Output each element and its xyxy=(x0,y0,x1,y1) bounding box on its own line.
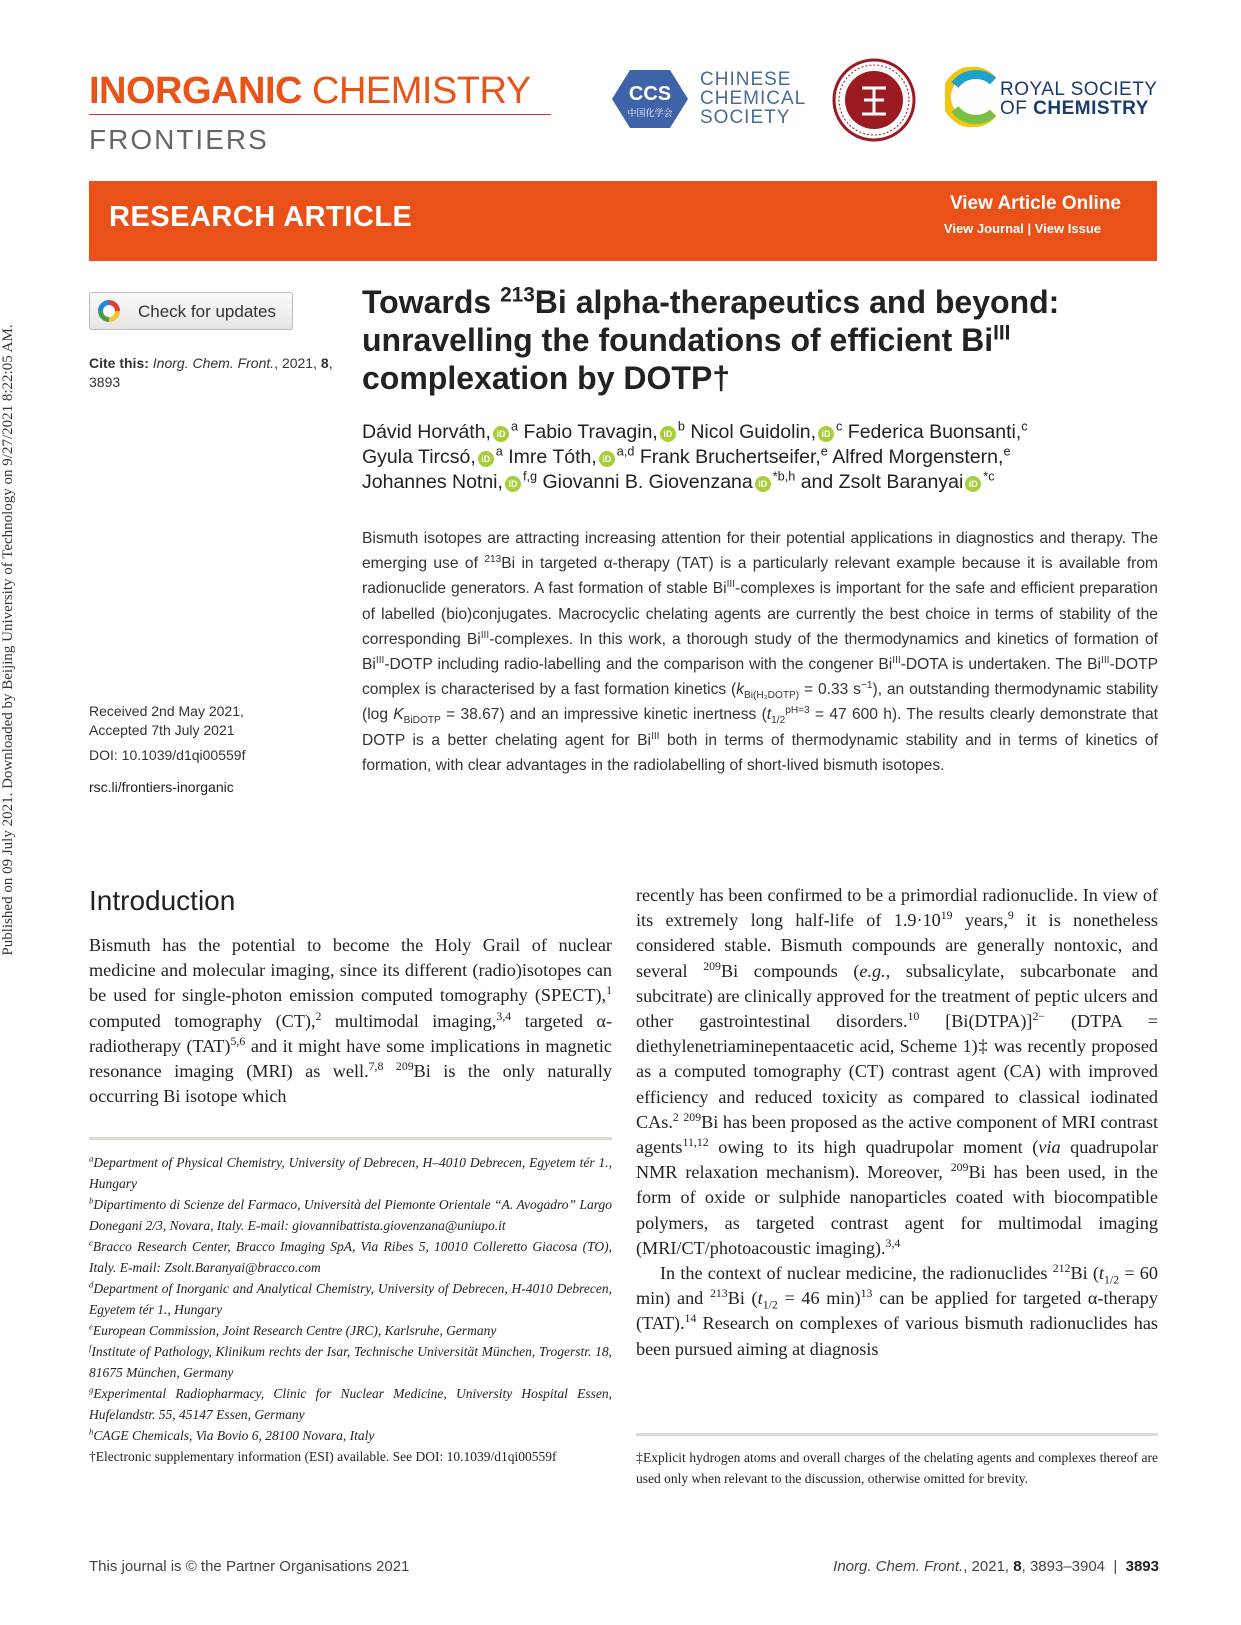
dates xyxy=(89,702,244,740)
author-name[interactable]: Alfred Morgenstern, xyxy=(832,446,1004,468)
abstract-sup: III xyxy=(375,654,385,666)
ccs-logo-icon xyxy=(610,68,690,135)
body-italic: e.g. xyxy=(859,960,886,981)
abstract-sub: BiDOTP xyxy=(403,715,441,727)
abstract-text: -complexes is important for the safe and efficient preparation of labelled (bio)conjugates. Macrocyclic chelating agents are currently the best choice in terms of stability of the corresponding Bi xyxy=(362,580,1158,648)
author-affil: *c xyxy=(983,469,995,484)
ccs-name xyxy=(700,70,806,127)
footer-citation xyxy=(833,1558,1159,1575)
rsc-name xyxy=(1000,80,1157,118)
view-journal-link[interactable]: View Journal xyxy=(943,221,1024,236)
abstract-text: -DOTP complex is characterised by a fast formation kinetics ( xyxy=(362,656,1158,699)
author-affil: *b,h xyxy=(772,469,796,484)
abstract-text: -complexes. In this work, a thorough study of the thermodynamics and kinetics of formation of Bi xyxy=(362,630,1158,674)
citation-ref[interactable]: 14 xyxy=(684,1311,697,1326)
rsc-name-line1: ROYAL SOCIETY xyxy=(1000,79,1158,100)
footnote-divider xyxy=(89,1137,612,1140)
exponent: 19 xyxy=(940,908,953,923)
body-text: quadrupolar NMR relaxation mechanism). Moreover, xyxy=(636,1137,1159,1183)
body-italic: via xyxy=(1038,1137,1061,1158)
affiliation-mark: c xyxy=(89,1237,93,1248)
abstract-text: both in terms of thermodynamic stability and in terms of kinetics of formation, with clear advantages in the radiolabelling of short-lived bismuth isotopes. xyxy=(362,731,1158,774)
body-text: computed tomography (CT), xyxy=(89,1010,316,1031)
section-heading-introduction: Introduction xyxy=(89,885,236,916)
affiliations xyxy=(89,1152,612,1467)
body-text: Bismuth has the potential to become the Holy Grail of nuclear medicine and molecular imaging, since its different (radio)isotopes can be used for single-photon emission computed tomography (SPECT), xyxy=(89,935,612,1006)
publication-stamp: Published on 09 July 2021. Downloaded by Beijing University of Technology on 9/27/2021 8:22:05 AM. xyxy=(0,324,16,956)
affiliation xyxy=(89,1425,612,1446)
rsc-chemistry: CHEMISTRY xyxy=(1033,98,1149,119)
body-column-right xyxy=(636,883,1158,1362)
cite-this xyxy=(89,354,339,392)
body-text: (DTPA = diethylenetriaminepentaacetic acid, Scheme 1)‡ was recently proposed as a computed tomography (CT) contrast agent (CA) with improved efficiency and reduced toxicity as compared to classical iodinated CAs. xyxy=(636,1011,1159,1132)
author-name[interactable]: Nicol Guidolin, xyxy=(690,421,817,443)
abstract-var: K xyxy=(393,706,404,724)
title-part: Towards xyxy=(362,284,501,320)
affiliation-mark: g xyxy=(89,1384,94,1395)
body-text: multimodal imaging, xyxy=(321,1010,497,1031)
abstract-sup: III xyxy=(651,730,660,742)
body-text: recently has been confirmed to be a primordial radionuclide. In view of its extremely long half-life of 1.9·10 xyxy=(636,885,1158,931)
body-text: it is nonetheless considered stable. Bismuth compounds are generally nontoxic, and several xyxy=(636,910,1159,981)
isotope-sup: 209 xyxy=(395,1058,414,1073)
abstract-sup: III xyxy=(726,579,736,591)
footer-pages: , 3893–3904 xyxy=(1021,1558,1106,1575)
footer-separator: | xyxy=(1113,1558,1118,1575)
affiliation xyxy=(89,1278,612,1320)
affiliation xyxy=(89,1194,612,1236)
check-for-updates-label: Check for updates xyxy=(138,302,276,321)
title-part: Bi alpha-therapeutics and beyond: xyxy=(534,284,1060,320)
author-affil: b xyxy=(677,419,685,434)
author-name[interactable]: Giovanni B. Giovenzana xyxy=(542,471,753,493)
received-date: Received 2nd May 2021, xyxy=(89,703,244,719)
body-italic: t xyxy=(757,1288,763,1309)
affiliation-text: CAGE Chemicals, Via Bovio 6, 28100 Novara, Italy xyxy=(93,1428,375,1443)
author-affil: c xyxy=(836,419,843,434)
rsc-logo-icon xyxy=(945,67,999,132)
link-separator: | xyxy=(1027,221,1032,236)
abstract-sup: pH=3 xyxy=(785,705,810,717)
author-name[interactable]: Gyula Tircsó, xyxy=(362,446,476,468)
abstract-sub: 1/2 xyxy=(771,715,786,727)
abstract-var: t xyxy=(766,706,772,724)
author-list xyxy=(362,420,1162,495)
affiliation-text: Dipartimento di Scienze del Farmaco, Università del Piemonte Orientale “A. Avogadro” Largo Donegani 2/3, Novara, Italy. E-mail: giovannibattista.giovenzana@uniupo.it xyxy=(89,1197,612,1233)
abstract-text: = 38.67) and an impressive kinetic inertness ( xyxy=(440,706,767,724)
abstract-var: k xyxy=(736,681,745,699)
cite-volume: 8 xyxy=(320,355,329,371)
author-name[interactable]: Fabio Travagin, xyxy=(523,421,658,443)
footer-volume: 8 xyxy=(1013,1558,1022,1575)
abstract-text: Bi in targeted α-therapy (TAT) is a particularly relevant example because it is available from radionuclide generators. A fast formation of stable Bi xyxy=(362,555,1159,598)
footnote-divider xyxy=(636,1433,1158,1436)
ccs-name-line1: CHINESE xyxy=(700,69,792,90)
journal-title-word1: INORGANIC xyxy=(89,70,302,112)
title-oxidation: III xyxy=(993,321,1011,345)
title-isotope: 213 xyxy=(500,283,535,307)
author-conjunction: and xyxy=(800,471,834,493)
author-name[interactable]: Frank Bruchertseifer, xyxy=(639,446,821,468)
journal-title-word2: CHEMISTRY xyxy=(312,70,531,112)
affiliation xyxy=(89,1341,612,1383)
body-text: Bi compounds ( xyxy=(720,960,860,981)
cite-label: Cite this: xyxy=(89,355,149,371)
abstract xyxy=(362,526,1158,778)
affiliation-mark: b xyxy=(89,1195,94,1206)
affiliation xyxy=(89,1383,612,1425)
author-affil: a,d xyxy=(616,444,635,459)
body-text: and it might have some implications in magnetic resonance imaging (MRI) as well. xyxy=(89,1035,612,1082)
citation-ref[interactable]: 13 xyxy=(860,1286,873,1301)
body-text: = 60 min) and xyxy=(636,1263,1158,1309)
citation-ref[interactable]: 2 xyxy=(672,1109,679,1124)
affiliation xyxy=(89,1152,612,1194)
body-text: targeted α-radiotherapy (TAT) xyxy=(89,1010,613,1056)
abstract-sup: 213 xyxy=(484,554,502,566)
orcid-icon[interactable]: iD xyxy=(755,476,771,492)
affiliation-text: Institute of Pathology, Klinikum rechts der Isar, Technische Universität München, Trogerstr. 18, 81675 München, Germany xyxy=(89,1344,612,1380)
abstract-text: -DOTA is undertaken. The Bi xyxy=(900,656,1102,674)
affiliation-mark: f xyxy=(89,1342,92,1353)
rsc-name-line2 xyxy=(1000,99,1157,118)
abstract-text: ), an outstanding thermodynamic stability (log xyxy=(362,681,1158,724)
pku-seal-icon xyxy=(832,58,916,147)
view-links xyxy=(944,221,1101,236)
abstract-sup: −1 xyxy=(860,680,873,692)
journal-link[interactable]: rsc.li/frontiers-inorganic xyxy=(89,779,234,795)
author-affil: e xyxy=(820,444,828,459)
footnote-double-dagger: ‡Explicit hydrogen atoms and overall charges of the chelating agents and complexes thereof are used only when relevant to the discussion, otherwise omitted for brevity. xyxy=(636,1450,1158,1486)
affiliation-text: European Commission, Joint Research Centre (JRC), Karlsruhe, Germany xyxy=(92,1323,497,1338)
cite-pages: , 3893 xyxy=(89,355,333,390)
paragraph xyxy=(636,883,1158,1261)
body-sub: 1/2 xyxy=(762,1297,778,1312)
footer-journal: Inorg. Chem. Front. xyxy=(833,1558,964,1575)
body-text: can be applied for targeted α-therapy (TAT). xyxy=(636,1288,1158,1334)
author-name[interactable]: Federica Buonsanti, xyxy=(847,421,1022,443)
article-type-label: RESEARCH ARTICLE xyxy=(109,201,413,233)
abstract-text: -DOTP including radio-labelling and the comparison with the congener Bi xyxy=(384,656,893,674)
body-text: Bi is the only naturally occurring Bi isotope which xyxy=(89,1061,613,1107)
citation-ref[interactable]: 3,4 xyxy=(885,1235,901,1250)
orcid-icon[interactable]: iD xyxy=(965,476,981,492)
journal-title xyxy=(89,70,531,113)
body-text: years, xyxy=(952,910,1008,931)
isotope-sup: 213 xyxy=(709,1286,728,1301)
isotope-sup: 212 xyxy=(1052,1260,1071,1275)
orcid-icon[interactable]: iD xyxy=(493,426,509,442)
cite-journal: Inorg. Chem. Front. xyxy=(152,355,275,371)
citation-ref[interactable]: 11,12 xyxy=(682,1134,709,1149)
footer-year: , 2021, xyxy=(963,1558,1014,1575)
article-title xyxy=(362,283,1142,397)
affiliation-mark: d xyxy=(89,1279,94,1290)
abstract-sup: III xyxy=(1101,654,1110,666)
orcid-icon[interactable]: iD xyxy=(599,451,615,467)
paragraph xyxy=(636,1261,1158,1362)
affiliation xyxy=(89,1320,612,1341)
journal-subtitle: FRONTIERS xyxy=(89,124,269,155)
check-for-updates-button[interactable] xyxy=(89,292,293,330)
article-type-banner xyxy=(89,181,1157,261)
affiliation-text: Department of Inorganic and Analytical Chemistry, University of Debrecen, H-4010 Debrecen, Egyetem tér 1., Hungary xyxy=(89,1281,612,1317)
affiliation-text: Bracco Research Center, Bracco Imaging SpA, Via Ribes 5, 10010 Colleretto Giacosa (TO), Italy. E-mail: Zsolt.Baranyai@bracco.com xyxy=(89,1239,612,1275)
isotope-sup: 209 xyxy=(950,1160,969,1175)
author-affil: c xyxy=(1021,419,1028,434)
body-text: Research on complexes of various bismuth radionuclides has been pursued aiming at diagnosis xyxy=(636,1313,1158,1359)
author-affil: f,g xyxy=(522,469,538,484)
accepted-date: Accepted 7th July 2021 xyxy=(89,722,235,738)
citation-ref[interactable]: 7,8 xyxy=(368,1058,384,1073)
abstract-sup: III xyxy=(480,629,490,641)
body-column-left xyxy=(89,933,612,1109)
body-text: = 46 min) xyxy=(777,1288,861,1309)
affiliation xyxy=(89,1236,612,1278)
abstract-text: = 0.33 s xyxy=(799,681,861,699)
affiliation-text: Experimental Radiopharmacy, Clinic for Nuclear Medicine, University Hospital Essen, Hufelandstr. 55, 45147 Essen, Germany xyxy=(89,1386,612,1422)
citation-ref[interactable]: 2 xyxy=(315,1008,322,1023)
body-text: Bi ( xyxy=(1070,1263,1099,1284)
esi-note: †Electronic supplementary information (ESI) available. See DOI: 10.1039/d1qi00559f xyxy=(89,1449,557,1464)
rsc-of: OF xyxy=(1000,98,1034,119)
citation-ref[interactable]: 3,4 xyxy=(496,1008,512,1023)
orcid-icon[interactable]: iD xyxy=(818,426,834,442)
affiliation-mark: a xyxy=(89,1153,94,1164)
ccs-badge-text: CCS xyxy=(628,83,672,105)
author-name[interactable]: Dávid Horváth, xyxy=(362,421,491,443)
ccs-name-line3: SOCIETY xyxy=(700,107,791,128)
cite-year: , 2021, xyxy=(274,355,317,371)
body-sub: 1/2 xyxy=(1103,1272,1120,1287)
view-issue-link[interactable]: View Issue xyxy=(1034,221,1101,236)
abstract-sup: III xyxy=(892,654,901,666)
affiliation-mark: e xyxy=(89,1321,93,1332)
orcid-icon[interactable]: iD xyxy=(478,451,494,467)
citation-ref[interactable]: 10 xyxy=(907,1008,920,1023)
journal-title-rule xyxy=(89,114,551,115)
affiliation-text: Department of Physical Chemistry, University of Debrecen, H–4010 Debrecen, Egyetem tér 1., Hungary xyxy=(89,1155,612,1191)
ccs-badge-cn: 中国化学会 xyxy=(627,109,673,119)
author-name[interactable]: Johannes Notni, xyxy=(362,471,503,493)
citation-ref[interactable]: 1 xyxy=(606,983,612,998)
isotope-sup: 209 xyxy=(683,1109,702,1124)
body-text: [Bi(DTPA)] xyxy=(919,1011,1033,1032)
ccs-name-line2: CHEMICAL xyxy=(700,88,807,109)
body-text: In the context of nuclear medicine, the radionuclides xyxy=(660,1263,1053,1284)
citation-ref[interactable]: 9 xyxy=(1007,908,1014,923)
body-text: Bi has been proposed as the active component of MRI contrast agents xyxy=(636,1111,1158,1158)
author-name[interactable]: Zsolt Baranyai xyxy=(838,471,964,493)
abstract-text: Bismuth isotopes are attracting increasing attention for their potential applications in diagnostics and therapy. The emerging use of xyxy=(362,530,1158,573)
body-text: Bi has been used, in the form of oxide or sulphide nanoparticles coated with biocompatible polymers, as targeted contrast agent for multimodal imaging (MRI/CT/photoacoustic imaging). xyxy=(636,1162,1158,1258)
author-affil: a xyxy=(495,444,503,459)
orcid-icon[interactable]: iD xyxy=(505,476,521,492)
isotope-sup: 209 xyxy=(703,958,721,973)
author-affil: e xyxy=(1003,444,1011,459)
title-part: unravelling the foundations of efficient Bi xyxy=(362,322,994,358)
citation-ref[interactable]: 5,6 xyxy=(230,1033,246,1048)
body-text: , subsalicylate, subcarbonate and subcitrate) are clinically approved for the treatment of peptic ulcers and other gastrointestinal disorders. xyxy=(636,960,1158,1032)
body-italic: t xyxy=(1098,1263,1104,1284)
abstract-sub: Bi(H₂DOTP) xyxy=(744,690,800,702)
body-text: Bi ( xyxy=(727,1288,758,1309)
page-number: 3893 xyxy=(1125,1558,1159,1575)
author-name[interactable]: Imre Tóth, xyxy=(508,446,597,468)
abstract-text: = 47 600 h). The results clearly demonstrate that DOTP is a better chelating agent for Bi xyxy=(362,706,1158,749)
crossmark-icon xyxy=(98,300,120,322)
charge-sup: 2− xyxy=(1032,1008,1046,1023)
affiliation-mark: h xyxy=(89,1426,94,1437)
footer-copyright: This journal is © the Partner Organisations 2021 xyxy=(89,1558,410,1575)
doi[interactable]: DOI: 10.1039/d1qi00559f xyxy=(89,747,246,763)
view-article-online-link[interactable]: View Article Online xyxy=(949,193,1121,214)
orcid-icon[interactable]: iD xyxy=(660,426,676,442)
title-part: complexation by DOTP† xyxy=(362,360,731,396)
body-text: owing to its high quadrupolar moment ( xyxy=(708,1137,1039,1158)
author-affil: a xyxy=(510,419,519,434)
